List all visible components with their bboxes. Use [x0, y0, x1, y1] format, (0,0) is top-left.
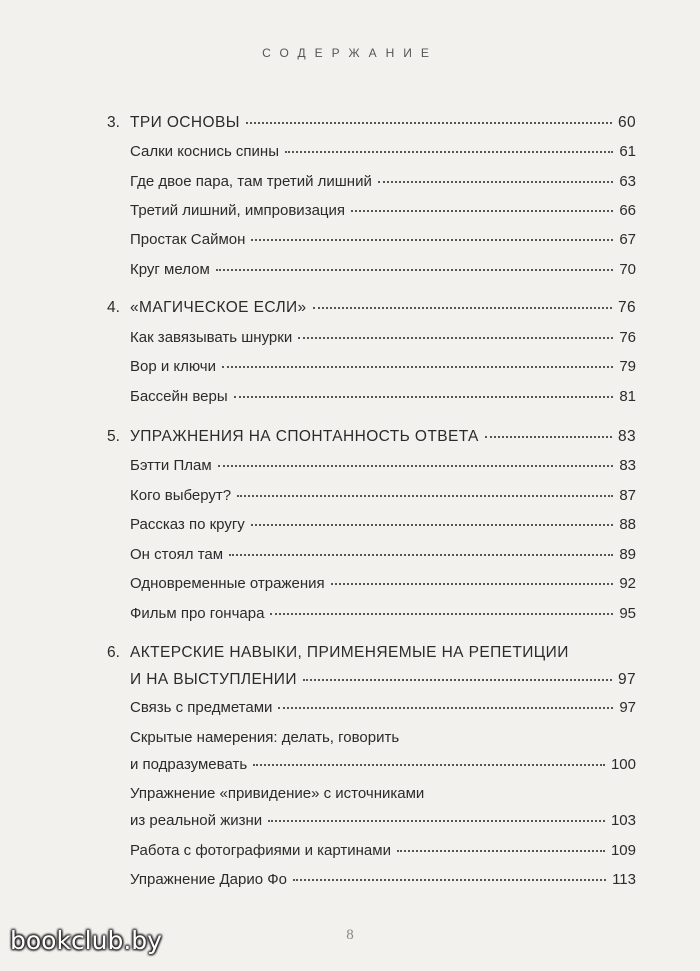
- dot-leader: [253, 764, 605, 766]
- item-title: Бэтти Плам: [130, 457, 212, 474]
- page-ref: 97: [619, 699, 636, 716]
- page-ref: 79: [619, 358, 636, 375]
- dot-leader: [378, 181, 613, 183]
- dot-leader: [397, 850, 605, 852]
- item-title: Бассейн веры: [130, 388, 228, 405]
- item-title: Вор и ключи: [130, 358, 217, 375]
- item-title: Работа с фотографиями и картинами: [130, 842, 391, 859]
- dot-leader: [218, 465, 614, 467]
- page-ref: 100: [610, 756, 636, 773]
- page-ref: 88: [619, 516, 636, 533]
- item-title: Упражнение Дарио Фо: [130, 871, 287, 888]
- page-ref: 83: [619, 457, 636, 474]
- dot-leader: [313, 307, 612, 309]
- page-ref: 87: [619, 487, 636, 504]
- dot-leader: [251, 524, 614, 526]
- page-number: 8: [346, 927, 354, 943]
- dot-leader: [331, 583, 614, 585]
- page-ref: 61: [619, 143, 636, 160]
- chapter-title: ТРИ ОСНОВЫ: [130, 114, 240, 131]
- page-ref: 92: [619, 575, 636, 592]
- dot-leader: [278, 707, 613, 709]
- page-ref: 109: [610, 842, 636, 859]
- item-title: Рассказ по кругу: [130, 516, 245, 533]
- chapter-number: 5.: [107, 428, 120, 445]
- page-ref: 76: [617, 299, 636, 316]
- item-title: Третий лишний, импровизация: [130, 202, 346, 219]
- item-title: из реальной жизни: [130, 812, 263, 829]
- page-ref: 63: [619, 173, 636, 190]
- page-header: СОДЕРЖАНИЕ: [262, 46, 438, 60]
- item-title: Скрытые намерения: делать, говорить: [130, 729, 400, 746]
- page-ref: 97: [617, 671, 636, 688]
- item-title: Фильм про гончара: [130, 605, 265, 622]
- item-title: Кого выберут?: [130, 487, 232, 504]
- dot-leader: [303, 679, 612, 681]
- item-title: Упражнение «привидение» с источниками: [130, 785, 425, 802]
- dot-leader: [251, 239, 613, 241]
- page-ref: 60: [617, 114, 636, 131]
- page-ref: 70: [619, 261, 636, 278]
- item-title: Как завязывать шнурки: [130, 329, 293, 346]
- watermark-logo: bookclub.by: [10, 926, 162, 955]
- item-title: Салки коснись спины: [130, 143, 279, 160]
- page-ref: 76: [619, 329, 636, 346]
- page-ref: 113: [612, 871, 636, 888]
- dot-leader: [285, 151, 613, 153]
- item-title: Одновременные отражения: [130, 575, 325, 592]
- page-ref: 83: [617, 428, 636, 445]
- item-title: Где двое пара, там третий лишний: [130, 173, 372, 190]
- page-ref: 66: [619, 202, 636, 219]
- dot-leader: [216, 269, 614, 271]
- dot-leader: [234, 396, 614, 398]
- page-ref: 95: [619, 605, 636, 622]
- dot-leader: [270, 613, 613, 615]
- item-title: Круг мелом: [130, 261, 210, 278]
- dot-leader: [485, 436, 612, 438]
- item-title: Простак Саймон: [130, 231, 246, 248]
- item-title: Он стоял там: [130, 546, 224, 563]
- chapter-title: И НА ВЫСТУПЛЕНИИ: [130, 671, 297, 688]
- item-title: и подразумевать: [130, 756, 248, 773]
- dot-leader: [351, 210, 613, 212]
- dot-leader: [268, 820, 605, 822]
- chapter-number: 4.: [107, 299, 120, 316]
- chapter-number: 3.: [107, 114, 120, 131]
- page-ref: 103: [610, 812, 636, 829]
- chapter-title: УПРАЖНЕНИЯ НА СПОНТАННОСТЬ ОТВЕТА: [130, 428, 479, 445]
- dot-leader: [246, 122, 612, 124]
- dot-leader: [222, 366, 613, 368]
- chapter-title: «МАГИЧЕСКОЕ ЕСЛИ»: [130, 299, 307, 316]
- page-ref: 67: [619, 231, 636, 248]
- page-ref: 89: [619, 546, 636, 563]
- dot-leader: [229, 554, 613, 556]
- dot-leader: [298, 337, 613, 339]
- dot-leader: [237, 495, 613, 497]
- dot-leader: [293, 879, 606, 881]
- item-title: Связь с предметами: [130, 699, 273, 716]
- chapter-title: АКТЕРСКИЕ НАВЫКИ, ПРИМЕНЯЕМЫЕ НА РЕПЕТИЦИИ: [130, 644, 569, 661]
- chapter-number: 6.: [107, 644, 120, 661]
- page-ref: 81: [619, 388, 636, 405]
